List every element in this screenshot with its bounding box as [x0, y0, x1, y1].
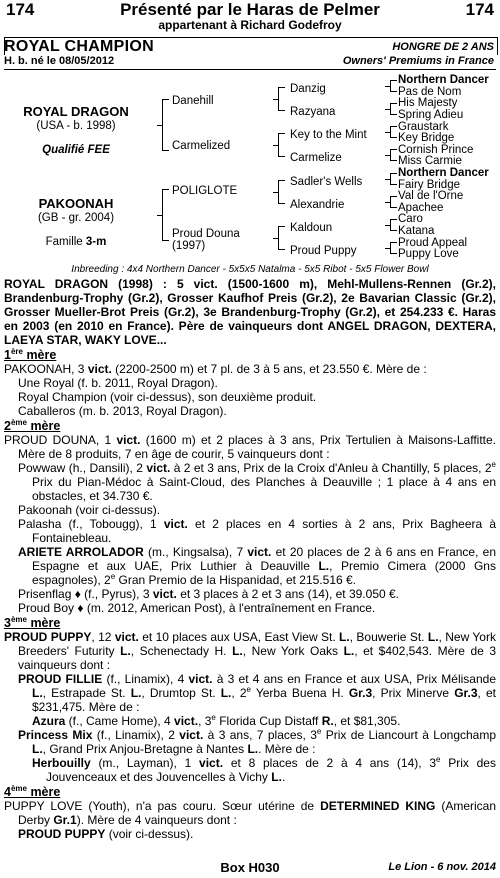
pm-d: , Grand Prix Anjou-Bretagne à Nantes: [42, 742, 248, 756]
pp-f: , New York Oaks: [242, 644, 344, 658]
g4-10: Fairy Bridge: [398, 179, 460, 191]
vict: vict.: [179, 728, 204, 742]
produce-proud-puppy: [4, 827, 496, 841]
pf-f: Yerba Buena H.: [250, 686, 349, 700]
hb-b: et 8 places de 2 à 4 ans (14), 3: [223, 756, 437, 770]
listed: L.: [318, 559, 330, 573]
sup-eme: ème: [10, 783, 27, 793]
pm-name: Princess Mix: [18, 728, 93, 742]
pm-c: Prix de Liancourt à Longchamp: [321, 728, 497, 742]
bracket-g3-2: [278, 133, 279, 157]
listed: L.: [343, 644, 355, 658]
g4-12: Apachee: [398, 202, 444, 214]
lot-number-right: 174: [465, 0, 494, 19]
section-3eme-mere: 3ème mère: [4, 614, 61, 630]
sire-info: (USA - b. 1998): [36, 120, 116, 132]
produce-azura: [4, 714, 496, 728]
m4-l1: PROUD PUPPY: [18, 827, 106, 841]
box-number: Box H030: [220, 860, 280, 875]
bracket-g3-1: [278, 87, 279, 111]
g4-4: Spring Adieu: [398, 109, 464, 121]
g4-2: Pas de Nom: [398, 86, 462, 98]
owners-premiums: Owners' Premiums in France: [342, 55, 494, 67]
listed: L.: [232, 644, 243, 658]
pf-name: PROUD FILLIE: [18, 672, 103, 686]
g4-13: Caro: [398, 213, 423, 225]
section-1ere-mere: 1ère mère: [4, 346, 57, 362]
g2-proud-douna: Proud Douna: [172, 228, 240, 240]
g2-proud-douna-year: (1997): [172, 240, 206, 252]
pp-a: , 12: [91, 630, 115, 644]
sire-name: ROYAL DRAGON: [23, 104, 129, 119]
listed: L.: [32, 742, 43, 756]
hb-d: .: [281, 770, 286, 784]
pp-e: , Schenectady H.: [130, 644, 233, 658]
second-dam-paragraph: [4, 433, 496, 461]
pri-b: et 3 places à 2 et 3 ans (14), et 39.050 €.: [176, 587, 400, 601]
sex-age: HONGRE DE 2 ANS: [392, 41, 494, 53]
produce-herbouilly: [4, 756, 496, 784]
pal-b: et 2 places en 4 sorties à 2 ans, Prix Bagheera à Fontainebleau.: [32, 517, 497, 545]
g4-5: Graustark: [398, 121, 449, 133]
vict: vict.: [152, 587, 177, 601]
pf-b: à 3 et 4 ans en France et aux USA, Prix Mélisande: [212, 672, 496, 686]
owner-line: appartenant à Richard Godefroy: [158, 18, 342, 32]
ariete-name: ARIETE ARROLADOR: [18, 545, 144, 559]
vict: vict.: [163, 517, 188, 531]
ari-c: , Premio Cimera (2000 Gns espagnoles), 2: [32, 559, 496, 587]
horse-name: ROYAL CHAMPION: [4, 38, 154, 55]
g3-6: Alexandrie: [290, 199, 345, 211]
sup-e: e: [491, 460, 496, 469]
pm-b: à 3 ans, 7 places, 3: [203, 728, 317, 742]
bracket-g4-3: [390, 126, 391, 138]
az-b: , 3: [198, 714, 212, 728]
pp-b: et 10 places aux USA, East View St.: [138, 630, 340, 644]
vict: vict.: [114, 630, 139, 644]
g4-16: Puppy Love: [398, 248, 459, 260]
vict: vict.: [188, 672, 213, 686]
bracket-g3-4: [278, 226, 279, 250]
az-a: (f., Came Home), 4: [65, 714, 175, 728]
vict: vict.: [247, 545, 272, 559]
g4-1: Northern Dancer: [398, 74, 489, 86]
produce-proud-fillie: [4, 672, 496, 714]
pf-e: , 2: [231, 686, 247, 700]
dam-info: (GB - gr. 2004): [37, 212, 115, 224]
m4-a: PUPPY LOVE (Youth), n'a pas couru. Sœur utérine de: [4, 799, 321, 813]
produce-3: Caballeros (m. b. 2013, Royal Dragon).: [18, 404, 227, 418]
produce-proud-boy: Proud Boy ♦ (m. 2012, American Post), à l'entraînement en France.: [18, 601, 376, 615]
inbreeding-line: Inbreeding : 4x4 Northern Dancer - 5x5x5 Natalma - 5x5 Ribot - 5x5 Flower Bowl: [71, 264, 429, 275]
group3: Gr.3: [454, 686, 478, 700]
lot-number-left: 174: [6, 0, 35, 19]
pri-a: Prisenflag ♦ (f., Pyrus), 3: [18, 587, 153, 601]
group1: Gr.1: [53, 813, 77, 827]
g3-8: Proud Puppy: [290, 245, 357, 257]
ari-b: et 20 places de 2 à 6 ans en France, en Espagne et aux UAE, Prix Luthier à Deauville: [32, 545, 496, 573]
family-line: [6, 236, 146, 248]
g4-11: Val de l'Orne: [398, 190, 464, 202]
ari-a: (m., Kingsalsa), 7: [143, 545, 248, 559]
bracket-g2-sire: [162, 99, 163, 151]
vict: vict.: [174, 714, 199, 728]
section-2eme-mere: 2ème mère: [4, 417, 61, 433]
sup-ere: ère: [10, 346, 23, 356]
listed: L.: [271, 770, 282, 784]
sire-note: Qualifié FEE: [42, 144, 110, 156]
bracket-g4-1: [390, 80, 391, 92]
produce-princess-mix: [4, 728, 496, 756]
hb-a: (m., Layman), 1: [90, 756, 200, 770]
page-footer: [0, 860, 500, 878]
pf-g: , Prix Minerve: [372, 686, 455, 700]
sale-info: Le Lion - 6 nov. 2014: [388, 861, 496, 873]
family-label: Famille: [45, 236, 83, 248]
pw-b: à 2 et 3 ans, Prix de la Croix d'Anleu à Chantilly, 5 places, 2: [170, 461, 492, 475]
bracket-g4-6: [390, 196, 391, 208]
m4-l1b: (voir ci-dessus).: [105, 827, 194, 841]
fourth-dam-paragraph: [4, 799, 496, 827]
pf-a: (f., Linamix), 4: [102, 672, 189, 686]
ari-d: Gran Premio de la Hispanidad, et 215.516 €.: [115, 573, 357, 587]
g2-carmelized: Carmelized: [172, 140, 231, 152]
sup-e: e: [436, 755, 441, 764]
vict: vict.: [199, 756, 224, 770]
pal-a: Palasha (f., Tobougg), 1: [18, 517, 164, 531]
listed: L.: [120, 644, 131, 658]
m2-a: PROUD DOUNA, 1: [4, 433, 117, 447]
pw-a: Powwaw (h., Dansili), 2: [18, 461, 147, 475]
pedigree-dam: [6, 198, 146, 248]
produce-pakoonah: Pakoonah (voir ci-dessus).: [18, 503, 161, 517]
bracket-g4-8: [390, 242, 391, 254]
bracket-g4-4: [390, 149, 391, 161]
pp-name: PROUD PUPPY: [4, 630, 92, 644]
hb-c: Prix des Jouvenceaux et des Jouvencelles à Vichy: [46, 756, 496, 784]
pedigree-sire: [6, 106, 146, 156]
m1-b: (2200-2500 m) et 7 pl. de 3 à 5 ans, et 23.550 €. Mère de :: [111, 362, 427, 376]
vict: vict.: [146, 461, 171, 475]
produce-prisenflag: [4, 587, 496, 601]
pm-a: (f., Linamix), 2: [92, 728, 180, 742]
sup-e: e: [316, 727, 322, 736]
family-value: 3-m: [85, 236, 107, 248]
g3-2: Razyana: [290, 106, 336, 118]
g4-6: Key Bridge: [398, 132, 455, 144]
page-header: [0, 0, 500, 32]
produce-powwaw: [4, 461, 496, 503]
produce-2: Royal Champion (voir ci-dessus), son deuxième produit.: [18, 390, 317, 404]
g4-7: Cornish Prince: [398, 144, 474, 156]
bracket-g4-2: [390, 103, 391, 115]
g4-3: His Majesty: [398, 97, 458, 109]
produce-palasha: [4, 517, 496, 545]
g4-14: Katana: [398, 225, 435, 237]
g2-danehill: Danehill: [172, 95, 214, 107]
g4-9: Northern Dancer: [398, 167, 489, 179]
restricted: R.: [321, 714, 334, 728]
g3-7: Kaldoun: [290, 222, 333, 234]
az-d: , et $81,305.: [333, 714, 401, 728]
third-dam-paragraph: [4, 630, 496, 672]
dam-paragraph: [4, 362, 496, 376]
pw-c: Prix du Pian-Médoc à Saint-Cloud, des Planches à Deauville ; 1 place à 4 ans en obstacles, et 34.730 €.: [32, 475, 496, 503]
listed: L.: [220, 686, 232, 700]
listed: L.: [130, 686, 142, 700]
m2-b: (1600 m) et 2 places à 3 ans, Prix Tertulien à Maisons-Laffitte. Mère de 8 produits, 7 en âge de courir, 5 vainqueurs dont :: [18, 433, 496, 461]
group3: Gr.3: [348, 686, 373, 700]
g3-1: Danzig: [290, 83, 326, 95]
g4-15: Proud Appeal: [398, 237, 468, 249]
vict: vict.: [116, 433, 141, 447]
bracket-g4-7: [390, 219, 391, 231]
produce-1: Une Royal (f. b. 2011, Royal Dragon).: [18, 376, 218, 390]
pf-c: , Estrapade St.: [42, 686, 131, 700]
listed: L.: [247, 742, 259, 756]
consignor-title: Présenté par le Haras de Pelmer: [120, 0, 380, 19]
g3-3: Key to the Mint: [290, 129, 367, 141]
pm-e: . Mère de :: [258, 742, 316, 756]
dk-name: DETERMINED KING: [320, 799, 436, 813]
pp-d: , New York Breeders' Futurity: [18, 630, 496, 658]
g4-8: Miss Carmie: [398, 155, 462, 167]
sup-e: e: [211, 713, 216, 722]
bracket-g4-5: [390, 173, 391, 185]
listed: L.: [427, 630, 439, 644]
g3-5: Sadler's Wells: [290, 176, 363, 188]
birth-line: H. b. né le 08/05/2012: [4, 55, 115, 67]
g3-4: Carmelize: [290, 152, 342, 164]
section-4eme-mere: 4ème mère: [4, 783, 61, 799]
sup-eme: ème: [10, 614, 27, 624]
m4-b: (American Derby: [18, 799, 496, 827]
pp-g: , et $402,543. Mère de 3 vainqueurs dont :: [18, 644, 497, 672]
listed: L.: [32, 686, 43, 700]
sup-eme: ème: [10, 417, 27, 427]
az-c: Florida Cup Distaff: [215, 714, 322, 728]
pp-c: , Bouwerie St.: [349, 630, 428, 644]
m1-a: PAKOONAH, 3: [4, 362, 88, 376]
pf-d: , Drumtop St.: [141, 686, 221, 700]
bracket-g3-3: [278, 180, 279, 204]
g2-poliglote: POLIGLOTE: [172, 185, 238, 197]
sup-e: e: [246, 685, 251, 694]
sire-paragraph: ROYAL DRAGON (1998) : 5 vict. (1500-1600 m), Mehl-Mullens-Rennen (Gr.2), Brandenburg-Trophy (Gr.2), Grosser Kaufhof Preis (Gr.2), 2e Bavarian Classic (Gr.2), Grosser Mueller-Brot Preis (Gr.2), 3e Brandenburg-Trophy (Gr.2), et 254.233 €. Haras en 2003 (en 2010 en France). Père de vainqueurs dont ANGEL DRAGON, DEXTERA, LAEYA STAR, WAKY LOVE...: [4, 277, 496, 347]
bracket-g2-dam: [162, 189, 163, 241]
produce-ariete: [4, 545, 496, 587]
listed: L.: [339, 630, 350, 644]
hb-name: Herbouilly: [32, 756, 91, 770]
catalogue-body: [4, 277, 496, 841]
pf-h: , et $231,475. Mère de :: [32, 686, 496, 714]
m4-c: ). Mère de 4 vainqueurs dont :: [76, 813, 237, 827]
sup-e: e: [110, 572, 116, 581]
dam-name: PAKOONAH: [38, 196, 114, 211]
az-name: Azura: [32, 714, 66, 728]
vict: vict.: [87, 362, 112, 376]
